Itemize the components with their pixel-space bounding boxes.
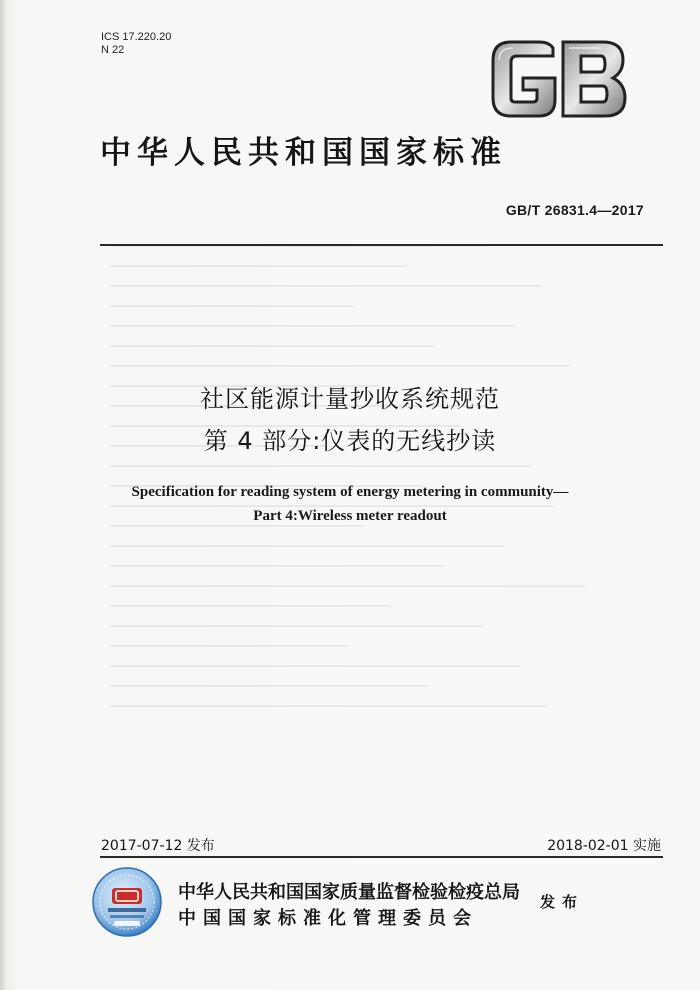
issue-date: 2017-07-12 发布 xyxy=(101,838,215,854)
title-cn-line2: 第 4 部分:仪表的无线抄读 xyxy=(203,427,497,455)
classification-codes xyxy=(101,31,171,57)
title-en-line2: Part 4:Wireless meter readout xyxy=(253,508,447,524)
standard-type-heading: 中华人民共和国国家标准 xyxy=(100,135,507,171)
title-cn-line1: 社区能源计量抄收系统规范 xyxy=(200,385,500,413)
ccs-code: N 22 xyxy=(101,44,125,56)
issue-word: 发布 xyxy=(540,893,585,911)
title-en-line1: Specification for reading system of energy metering in community— xyxy=(131,484,569,500)
header-divider xyxy=(100,244,663,246)
issuer-sac: 中国国家标准化管理委员会 xyxy=(178,908,478,929)
gb-logo-icon xyxy=(489,40,629,120)
show-through-text xyxy=(110,245,650,825)
issuer-aqsiq: 中华人民共和国国家质量监督检验检疫总局 xyxy=(178,882,520,903)
anti-counterfeit-seal-icon xyxy=(90,866,164,938)
ics-code: ICS 17.220.20 xyxy=(101,31,172,43)
effective-date: 2018-02-01 实施 xyxy=(547,838,661,854)
standard-number: GB/T 26831.4—2017 xyxy=(505,202,644,218)
footer-divider xyxy=(100,856,663,858)
